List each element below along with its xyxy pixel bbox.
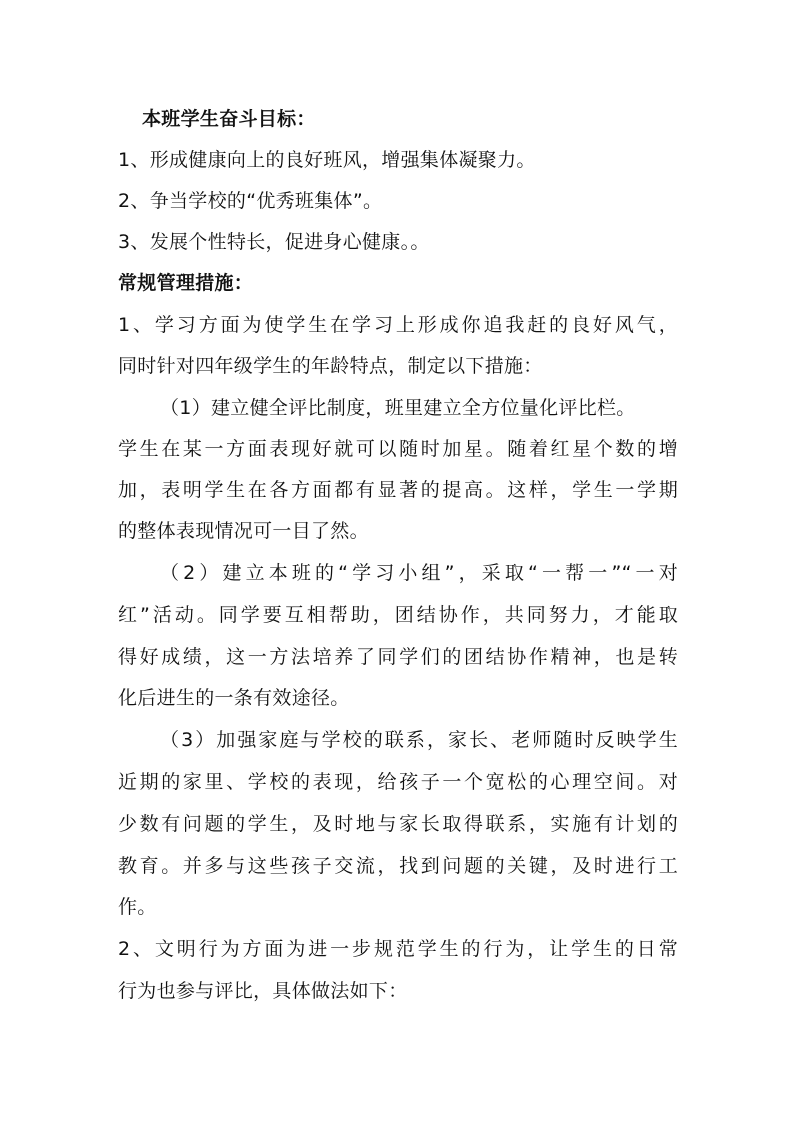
measure-2-line-1: 2、文明行为方面为进一步规范学生的行为，让学生的日常 <box>118 938 678 960</box>
sub-3-line-3: 少数有问题的学生，及时地与家长取得联系，实施有计划的 <box>118 813 678 835</box>
goal-heading: 本班学生奋斗目标： <box>142 108 316 130</box>
sub-2-line-3: 得好成绩，这一方法培养了同学们的团结协作精神，也是转 <box>118 646 678 668</box>
sub-3-line-5: 作。 <box>118 896 157 918</box>
sub-2-line-2: 红”活动。同学要互相帮助，团结协作，共同努力，才能取 <box>118 604 678 626</box>
sub-3-line-2: 近期的家里、学校的表现，给孩子一个宽松的心理空间。对 <box>118 771 678 793</box>
sub-2-line-4: 化后进生的一条有效途径。 <box>118 687 350 709</box>
sub-3-line-1: （3）加强家庭与学校的联系，家长、老师随时反映学生 <box>160 729 678 751</box>
sub-1-line-3: 加，表明学生在各方面都有显著的提高。这样，学生一学期 <box>118 479 678 501</box>
goal-item-1: 1、形成健康向上的良好班风，增强集体凝聚力。 <box>118 149 536 171</box>
goal-item-2: 2、争当学校的“优秀班集体”。 <box>118 190 383 212</box>
measures-heading: 常规管理措施： <box>118 272 254 294</box>
sub-1-line-1: （1）建立健全评比制度，班里建立全方位量化评比栏。 <box>160 397 636 419</box>
sub-2-line-1: （2）建立本班的“学习小组”，采取“一帮一”“一对 <box>160 562 678 584</box>
measure-2-line-2: 行为也参与评比，具体做法如下： <box>118 980 408 1002</box>
sub-1-line-2: 学生在某一方面表现好就可以随时加星。随着红星个数的增 <box>118 438 678 460</box>
measure-1-line-2: 同时针对四年级学生的年龄特点，制定以下措施： <box>118 355 543 377</box>
goal-item-3: 3、发展个性特长，促进身心健康。。 <box>118 231 430 253</box>
measure-1-line-1: 1、学习方面为使学生在学习上形成你追我赶的良好风气， <box>118 314 678 336</box>
sub-3-line-4: 教育。并多与这些孩子交流，找到问题的关键，及时进行工 <box>118 855 678 877</box>
sub-1-line-4: 的整体表现情况可一目了然。 <box>118 520 369 542</box>
